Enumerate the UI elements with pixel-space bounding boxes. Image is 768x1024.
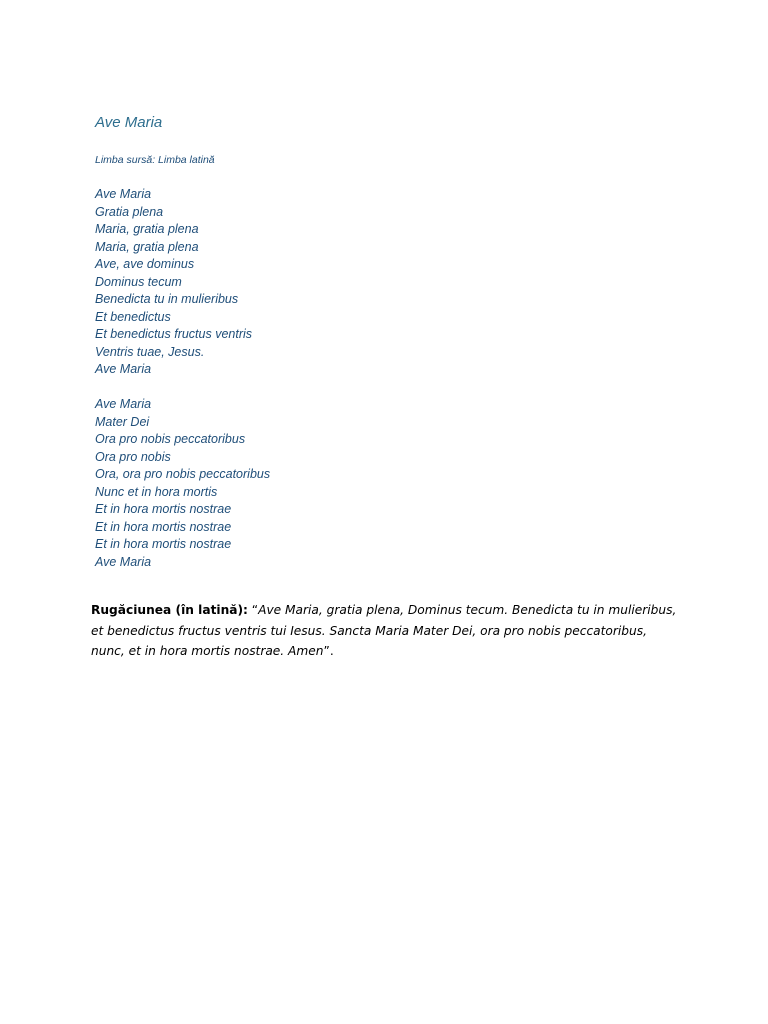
verse-line: Ventris tuae, Jesus. <box>95 344 205 359</box>
verse-line: Nunc et in hora mortis <box>95 484 218 499</box>
verse-line: Benedicta tu in mulieribus <box>95 292 239 306</box>
prayer-label: Rugăciunea (în latină): <box>91 603 248 617</box>
verse-line: Et in hora mortis nostrae <box>95 537 232 551</box>
stanza-2 <box>95 396 270 571</box>
prayer-close-quote: ”. <box>323 644 334 658</box>
verse-line: Ave Maria <box>95 554 152 569</box>
verse-line: Ora pro nobis <box>95 449 171 464</box>
source-language-note: Limba sursă: Limba latină <box>95 154 215 166</box>
verse-line: Maria, gratia plena <box>95 239 199 254</box>
prayer-text-line-3: nunc, et in hora mortis nostrae. Amen <box>91 644 324 658</box>
verse-line: Et in hora mortis nostrae <box>95 502 232 516</box>
stanza-1 <box>95 186 252 379</box>
verse-line: Ave Maria <box>95 362 152 376</box>
verse-line: Ora pro nobis peccatoribus <box>95 432 246 446</box>
verse-line: Gratia plena <box>95 204 164 219</box>
prayer-open-quote: “ <box>247 603 259 617</box>
prayer-text-line-1: Ave Maria, gratia plena, Dominus tecum. Benedicta tu in mulieribus, <box>258 603 677 617</box>
verse-line: Ave Maria <box>95 187 152 201</box>
prayer-line-1 <box>91 600 691 621</box>
verse-line: Dominus tecum <box>95 274 182 289</box>
prayer-line-3 <box>91 641 691 662</box>
verse-line: Et benedictus <box>95 309 171 324</box>
verse-line: Et benedictus fructus ventris <box>95 327 253 341</box>
verse-line: Et in hora mortis nostrae <box>95 519 232 534</box>
prayer-line-2 <box>91 621 691 642</box>
verse-line: Maria, gratia plena <box>95 222 199 236</box>
document-title: Ave Maria <box>95 114 163 131</box>
verse-line: Ave, ave dominus <box>95 257 195 271</box>
verse-line: Mater Dei <box>95 414 150 429</box>
latin-prayer-paragraph <box>91 600 691 662</box>
verse-line: Ora, ora pro nobis peccatoribus <box>95 467 271 481</box>
verse-line: Ave Maria <box>95 397 152 411</box>
prayer-text-line-2: et benedictus fructus ventris tui Iesus. Sancta Maria Mater Dei, ora pro nobis peccatoribus, <box>91 623 647 638</box>
